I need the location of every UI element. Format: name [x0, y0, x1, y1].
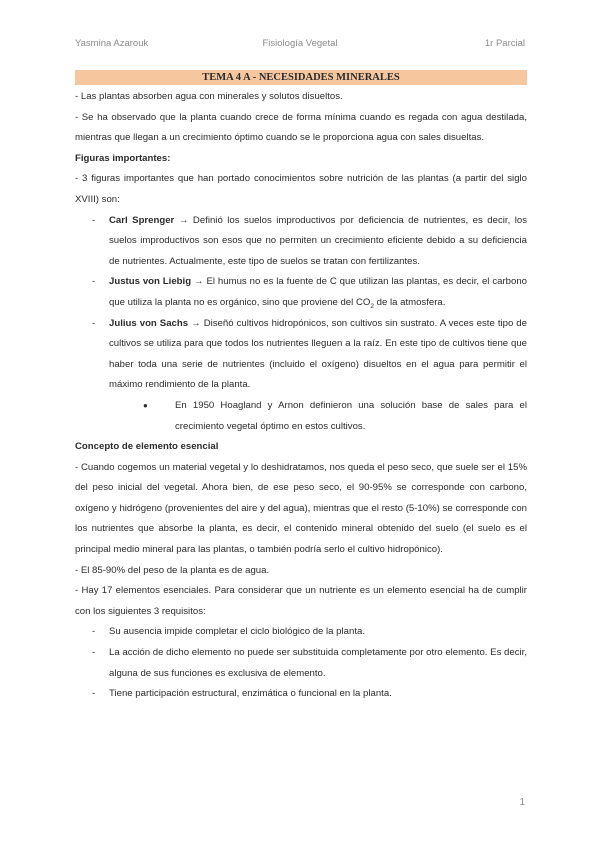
dash-marker: - — [92, 626, 96, 638]
page-number: 1 — [519, 797, 525, 808]
figure-name: Carl Sprenger — [109, 214, 175, 226]
intro-paragraph-2: - Se ha observado que la planta cuando crece de forma mínima cuando es regada con agua destilada, mientras que llegan a un crecimiento óptimo cuando se le proporciona agua con sales disueltas. — [75, 111, 527, 144]
figure-item-sachs — [75, 314, 527, 396]
figures-heading: Figuras importantes: — [75, 152, 171, 164]
figure-name: Julius von Sachs — [109, 317, 189, 329]
dash-marker: - — [92, 317, 96, 329]
bullet-marker: ● — [143, 400, 148, 410]
document-title: TEMA 4 A - NECESIDADES MINERALES — [75, 70, 527, 85]
figures-lead: - 3 figuras importantes que han portado conocimientos sobre nutrición de las plantas (a partir del siglo XVIII) son: — [75, 173, 527, 205]
dash-marker: - — [92, 647, 96, 659]
requirement-item-1 — [75, 622, 527, 643]
page-header — [75, 38, 525, 52]
figure-name: Justus von Liebig — [109, 276, 192, 288]
requirement-item-3 — [75, 684, 527, 705]
header-subject: Fisiología Vegetal — [262, 38, 338, 49]
requirement-text: Su ausencia impide completar el ciclo biológico de la planta. — [109, 626, 365, 638]
figure-item-sprenger — [75, 211, 527, 273]
requirement-item-2 — [75, 643, 527, 684]
dash-marker: - — [92, 688, 96, 700]
document-body — [75, 70, 527, 705]
header-author: Yasmina Azarouk — [75, 38, 149, 49]
hoagland-bullet — [75, 396, 527, 437]
header-exam: 1r Parcial — [484, 38, 525, 49]
figure-description: → Definió los suelos improductivos por deficiencia de nutrientes, es decir, los suelos improductivos son esos que no permiten un crecimiento eficiente debido a su deficiencia de nutrientes. Actualmente, este tipo de suelos se tratan con fertilizantes. — [109, 214, 528, 267]
essential-paragraph-1: - Cuando cogemos un material vegetal y lo deshidratamos, nos queda el peso seco, que suele ser el 15% del peso inicial del vegetal. Ahora bien, de ese peso seco, el 90-95% se corresponde con carbono, oxígeno y hidrógeno (provenientes del aire y del agua), mientras que el resto (5-10%) se corresponde con los nutrientes que absorbe la planta, es decir, el contenido mineral obtenido del suelo (el suelo es el principal medio mineral para las plantas, o también podría serlo el cultivo hidropónico). — [75, 461, 527, 556]
essential-paragraph-2: - El 85-90% del peso de la planta es de agua. — [75, 564, 270, 576]
figure-item-liebig — [75, 272, 527, 313]
figure-description: → Diseñó cultivos hidropónicos, son cultivos sin sustrato. A veces este tipo de cultivos se utiliza para que todos los nutrientes lleguen a la raíz. En este tipo de cultivos tiene que haber toda una serie de nutrientes (incluido el oxígeno) disueltos en el agua para permitir el máximo rendimiento de la planta. — [109, 317, 527, 391]
dash-marker: - — [92, 276, 96, 288]
figure-description: → El humus no es la fuente de C que utilizan las plantas, es decir, el carbono que utiliza la planta no es orgánico, sino que proviene del CO — [109, 276, 528, 308]
essential-paragraph-3: - Hay 17 elementos esenciales. Para considerar que un nutriente es un elemento esencial ha de cumplir con los siguientes 3 requisitos: — [75, 585, 527, 617]
bullet-text: En 1950 Hoagland y Arnon definieron una solución base de sales para el crecimiento vegetal óptimo en estos cultivos. — [175, 399, 527, 432]
intro-paragraph-1: - Las plantas absorben agua con minerales y solutos disueltos. — [75, 91, 343, 102]
requirement-text: La acción de dicho elemento no puede ser substituida completamente por otro elemento. Es decir, alguna de sus funciones es exclusiva de elemento. — [109, 647, 527, 679]
essential-heading: Concepto de elemento esencial — [75, 441, 219, 453]
subscript: 2 — [370, 302, 374, 310]
requirement-text: Tiene participación estructural, enzimática o funcional en la planta. — [109, 688, 392, 700]
figure-description-end: de la atmosfera. — [373, 296, 446, 308]
dash-marker: - — [92, 214, 96, 226]
